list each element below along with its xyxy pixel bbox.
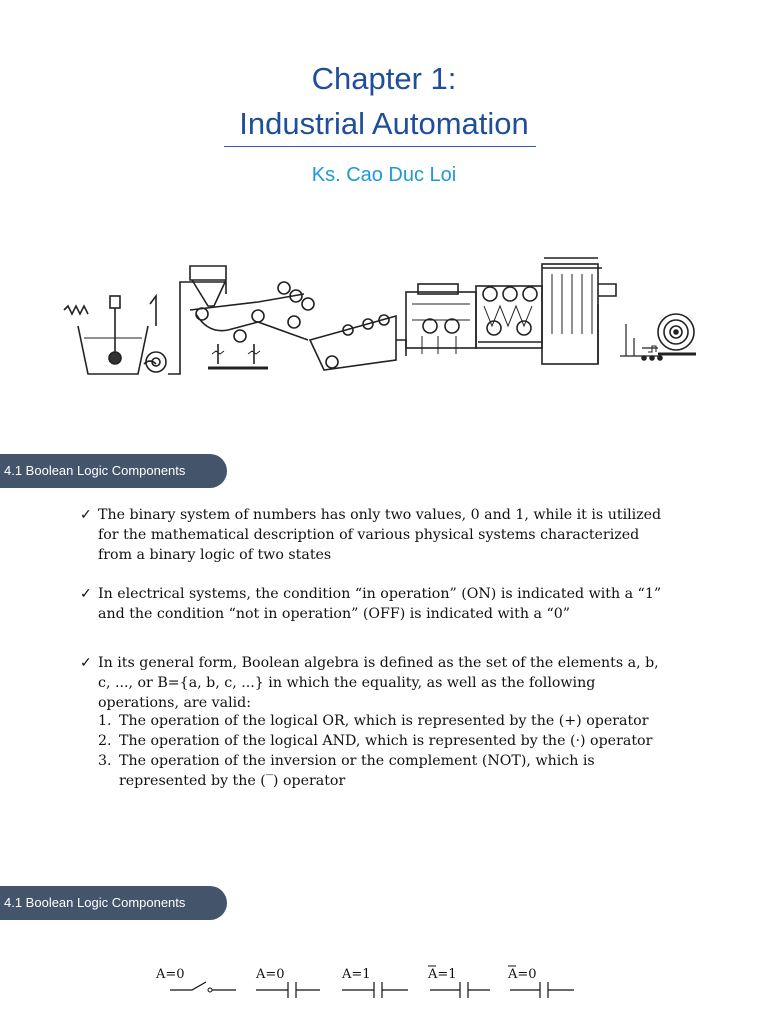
contact-var: A	[156, 967, 166, 982]
list-number: 2.	[98, 733, 112, 749]
list-number: 3.	[98, 753, 112, 769]
author-name: Ks. Cao Duc Loi	[311, 164, 457, 186]
production-line-diagram-icon	[58, 244, 698, 390]
check-icon: ✓	[80, 655, 92, 671]
contact-value: 0	[276, 967, 285, 982]
svg-text:A=0: A=0	[156, 967, 185, 982]
list-item	[98, 731, 668, 751]
contact-value: 1	[362, 967, 371, 982]
contact-symbol	[427, 966, 490, 998]
bullet-text: In electrical systems, the condition “in operation” (ON) is indicated with a “1” and the condition “not in operation” (OFF) is indicated with a “0”	[98, 586, 662, 622]
contact-var: A	[342, 967, 352, 982]
contact-symbol	[255, 967, 320, 998]
contact-var: A	[508, 967, 518, 982]
svg-text:A=0: A=0	[508, 967, 537, 982]
contact-symbol	[507, 966, 574, 998]
svg-text:A=1: A=1	[428, 967, 457, 982]
list-item	[98, 711, 668, 731]
bullet-text: The binary system of numbers has only two values, 0 and 1, while it is utilized for the mathematical description of various physical systems characterized from a binary logic of two states	[98, 507, 662, 563]
contact-value: 1	[448, 967, 457, 982]
contact-value: 0	[528, 967, 537, 982]
list-text: The operation of the inversion or the complement (NOT), which is represented by the (‾) operator	[119, 753, 595, 789]
svg-text:A=1: A=1	[342, 967, 371, 982]
chapter-title-line2: Industrial Automation	[239, 106, 529, 141]
chapter-title-line1: Chapter 1:	[311, 61, 457, 96]
check-icon: ✓	[80, 507, 92, 523]
bullet-electrical-systems	[80, 584, 665, 624]
svg-text:A=0: A=0	[256, 967, 285, 982]
contact-value: 0	[176, 967, 185, 982]
list-number: 1.	[98, 713, 112, 729]
operations-list	[98, 711, 668, 791]
list-item	[98, 751, 668, 791]
contact-symbol	[341, 967, 408, 998]
contact-symbol	[155, 967, 236, 992]
bullet-boolean-algebra	[80, 653, 665, 713]
contact-symbols-diagram	[150, 960, 590, 1010]
section-header-boolean-logic-2: 4.1 Boolean Logic Components	[0, 886, 227, 920]
list-text: The operation of the logical AND, which is represented by the (·) operator	[119, 733, 653, 749]
contact-var: A	[428, 967, 438, 982]
list-text: The operation of the logical OR, which is represented by the (+) operator	[119, 713, 649, 729]
section-header-boolean-logic: 4.1 Boolean Logic Components	[0, 454, 227, 488]
bullet-binary-system	[80, 505, 665, 565]
check-icon: ✓	[80, 586, 92, 602]
title-underline	[224, 146, 536, 147]
contact-var: A	[256, 967, 266, 982]
bullet-text: In its general form, Boolean algebra is defined as the set of the elements a, b, c, ..., or B={a, b, c, ...} in which the equality, as well as the following operations, are valid:	[98, 655, 659, 711]
